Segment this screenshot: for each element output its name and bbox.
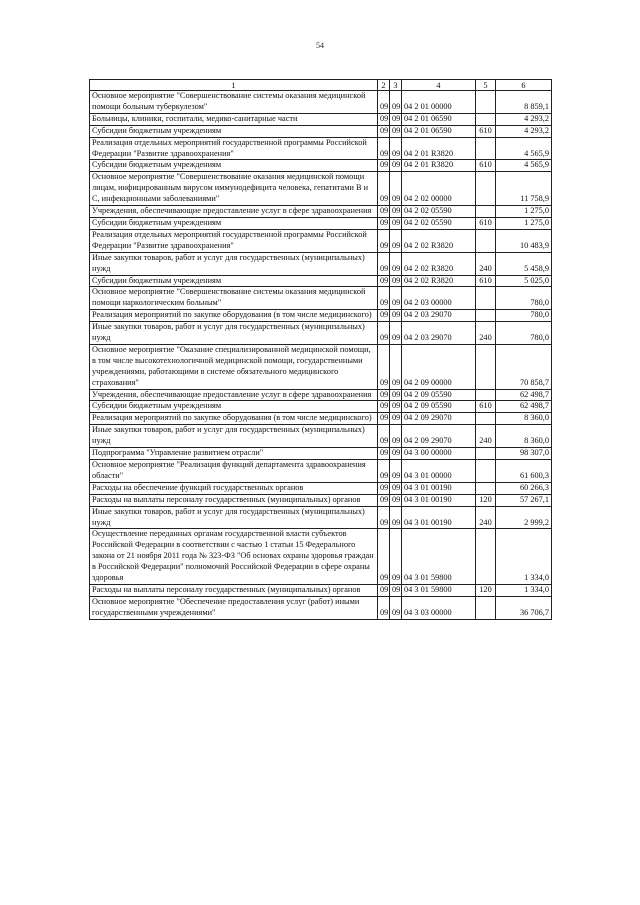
row-expense-type-cell — [476, 113, 496, 125]
row-subsection-cell: 09 — [390, 206, 402, 218]
row-name-cell: Иные закупки товаров, работ и услуг для государственных (муниципальных) нужд — [90, 252, 378, 275]
table-row — [90, 275, 552, 287]
row-name-cell: Основное мероприятие "Совершенствование системы оказания медицинской помощи больным туберкулезом" — [90, 91, 378, 114]
row-subsection-cell: 09 — [390, 91, 402, 114]
header-col-1: 1 — [90, 80, 378, 91]
row-subsection-cell: 09 — [390, 125, 402, 137]
row-expense-type-cell — [476, 413, 496, 425]
row-target-code-cell: 04 2 02 R3820 — [402, 252, 476, 275]
row-name-cell: Подпрограмма "Управление развитием отрасли" — [90, 448, 378, 460]
row-name-cell: Субсидии бюджетным учреждениям — [90, 275, 378, 287]
row-expense-type-cell — [476, 448, 496, 460]
row-section-cell: 09 — [378, 91, 390, 114]
row-name-cell: Реализация отдельных мероприятий государственной программы Российской Федерации "Развитие здравоохранения" — [90, 137, 378, 160]
row-expense-type-cell — [476, 172, 496, 206]
row-expense-type-cell — [476, 206, 496, 218]
row-section-cell: 09 — [378, 113, 390, 125]
table-row — [90, 322, 552, 345]
row-section-cell: 09 — [378, 596, 390, 619]
row-amount-cell: 2 999,2 — [496, 506, 552, 529]
table-row — [90, 425, 552, 448]
table-header-row — [90, 80, 552, 91]
row-expense-type-cell — [476, 460, 496, 483]
row-section-cell: 09 — [378, 401, 390, 413]
table-row — [90, 229, 552, 252]
table-row — [90, 529, 552, 585]
row-section-cell: 09 — [378, 494, 390, 506]
header-col-4: 4 — [402, 80, 476, 91]
row-amount-cell: 780,0 — [496, 287, 552, 310]
row-subsection-cell: 09 — [390, 160, 402, 172]
table-row — [90, 91, 552, 114]
row-expense-type-cell: 120 — [476, 584, 496, 596]
header-col-5: 5 — [476, 80, 496, 91]
table-row — [90, 448, 552, 460]
row-subsection-cell: 09 — [390, 217, 402, 229]
table-row — [90, 206, 552, 218]
row-target-code-cell: 04 2 09 29070 — [402, 425, 476, 448]
header-col-6: 6 — [496, 80, 552, 91]
table-row — [90, 310, 552, 322]
header-col-2: 2 — [378, 80, 390, 91]
row-expense-type-cell: 610 — [476, 160, 496, 172]
row-amount-cell: 4 565,9 — [496, 160, 552, 172]
row-name-cell: Иные закупки товаров, работ и услуг для государственных (муниципальных) нужд — [90, 425, 378, 448]
row-subsection-cell: 09 — [390, 137, 402, 160]
row-subsection-cell: 09 — [390, 389, 402, 401]
row-expense-type-cell: 610 — [476, 401, 496, 413]
header-col-3: 3 — [390, 80, 402, 91]
table-row — [90, 401, 552, 413]
row-target-code-cell: 04 2 02 05590 — [402, 217, 476, 229]
row-subsection-cell: 09 — [390, 113, 402, 125]
row-target-code-cell: 04 2 02 R3820 — [402, 229, 476, 252]
row-expense-type-cell — [476, 596, 496, 619]
table-row — [90, 482, 552, 494]
row-subsection-cell: 09 — [390, 252, 402, 275]
row-subsection-cell: 09 — [390, 448, 402, 460]
row-target-code-cell: 04 3 00 00000 — [402, 448, 476, 460]
row-amount-cell: 62 498,7 — [496, 389, 552, 401]
row-section-cell: 09 — [378, 229, 390, 252]
row-expense-type-cell: 610 — [476, 125, 496, 137]
row-subsection-cell: 09 — [390, 460, 402, 483]
row-expense-type-cell: 610 — [476, 275, 496, 287]
row-target-code-cell: 04 3 03 00000 — [402, 596, 476, 619]
row-section-cell: 09 — [378, 506, 390, 529]
row-target-code-cell: 04 3 01 59800 — [402, 529, 476, 585]
row-expense-type-cell — [476, 482, 496, 494]
row-amount-cell: 4 565,9 — [496, 137, 552, 160]
row-subsection-cell: 09 — [390, 344, 402, 389]
row-section-cell: 09 — [378, 389, 390, 401]
row-expense-type-cell — [476, 529, 496, 585]
row-subsection-cell: 09 — [390, 275, 402, 287]
row-target-code-cell: 04 2 01 06590 — [402, 125, 476, 137]
row-subsection-cell: 09 — [390, 310, 402, 322]
row-target-code-cell: 04 2 09 05590 — [402, 389, 476, 401]
row-name-cell: Учреждения, обеспечивающие предоставление услуг в сфере здравоохранения — [90, 206, 378, 218]
row-subsection-cell: 09 — [390, 584, 402, 596]
row-name-cell: Расходы на обеспечение функций государственных органов — [90, 482, 378, 494]
table-row — [90, 506, 552, 529]
row-name-cell: Расходы на выплаты персоналу государственных (муниципальных) органов — [90, 584, 378, 596]
row-subsection-cell: 09 — [390, 413, 402, 425]
table-row — [90, 344, 552, 389]
row-name-cell: Основное мероприятие "Совершенствование оказания медицинской помощи лицам, инфицированным вирусом иммунодефицита человека, гепатитами В и С, инфекционными заболеваниями" — [90, 172, 378, 206]
row-subsection-cell: 09 — [390, 322, 402, 345]
row-name-cell: Осуществление переданных органам государственной власти субъектов Российской Федерации в соответствии с частью 1 статьи 15 Федерального закона от 21 ноября 2011 года № 323-ФЗ "Об основах охраны здоровья граждан в Российской Федерации" полномочий Российской Федерации в сфере охраны здоровья — [90, 529, 378, 585]
row-name-cell: Реализация мероприятий по закупке оборудования (в том числе медицинского) — [90, 310, 378, 322]
table-row — [90, 494, 552, 506]
row-subsection-cell: 09 — [390, 494, 402, 506]
row-section-cell: 09 — [378, 137, 390, 160]
row-target-code-cell: 04 3 01 59800 — [402, 584, 476, 596]
table-row — [90, 252, 552, 275]
row-target-code-cell: 04 2 09 29070 — [402, 413, 476, 425]
row-target-code-cell: 04 2 01 00000 — [402, 91, 476, 114]
row-section-cell: 09 — [378, 460, 390, 483]
row-amount-cell: 11 758,9 — [496, 172, 552, 206]
row-subsection-cell: 09 — [390, 172, 402, 206]
row-target-code-cell: 04 3 01 00190 — [402, 506, 476, 529]
row-amount-cell: 98 307,0 — [496, 448, 552, 460]
row-subsection-cell: 09 — [390, 506, 402, 529]
table-row — [90, 172, 552, 206]
row-name-cell: Реализация отдельных мероприятий государственной программы Российской Федерации "Развитие здравоохранения" — [90, 229, 378, 252]
row-target-code-cell: 04 2 02 R3820 — [402, 275, 476, 287]
row-name-cell: Основное мероприятие "Оказание специализированной медицинской помощи, в том числе высокотехнологичной медицинской помощи, государственными учреждениями, работающими в системе обязательного медицинского страхования" — [90, 344, 378, 389]
row-target-code-cell: 04 2 09 00000 — [402, 344, 476, 389]
row-amount-cell: 8 360,0 — [496, 425, 552, 448]
table-row — [90, 125, 552, 137]
row-amount-cell: 1 334,0 — [496, 584, 552, 596]
row-section-cell: 09 — [378, 125, 390, 137]
row-expense-type-cell: 240 — [476, 252, 496, 275]
row-name-cell: Основное мероприятие "Совершенствование системы оказания медицинской помощи наркологическим больным" — [90, 287, 378, 310]
row-name-cell: Расходы на выплаты персоналу государственных (муниципальных) органов — [90, 494, 378, 506]
row-amount-cell: 5 458,9 — [496, 252, 552, 275]
row-amount-cell: 4 293,2 — [496, 125, 552, 137]
row-expense-type-cell: 120 — [476, 494, 496, 506]
row-name-cell: Основное мероприятие "Реализация функций департамента здравоохранения области" — [90, 460, 378, 483]
row-target-code-cell: 04 3 01 00000 — [402, 460, 476, 483]
row-expense-type-cell — [476, 287, 496, 310]
row-section-cell: 09 — [378, 482, 390, 494]
row-section-cell: 09 — [378, 172, 390, 206]
row-section-cell: 09 — [378, 529, 390, 585]
row-section-cell: 09 — [378, 584, 390, 596]
table-row — [90, 413, 552, 425]
table-row — [90, 389, 552, 401]
row-subsection-cell: 09 — [390, 529, 402, 585]
row-expense-type-cell — [476, 229, 496, 252]
row-target-code-cell: 04 2 01 R3820 — [402, 160, 476, 172]
row-name-cell: Реализация мероприятий по закупке оборудования (в том числе медицинского) — [90, 413, 378, 425]
row-target-code-cell: 04 2 02 05590 — [402, 206, 476, 218]
row-subsection-cell: 09 — [390, 401, 402, 413]
row-name-cell: Субсидии бюджетным учреждениям — [90, 217, 378, 229]
row-subsection-cell: 09 — [390, 229, 402, 252]
row-expense-type-cell — [476, 137, 496, 160]
row-amount-cell: 5 025,0 — [496, 275, 552, 287]
table-row — [90, 113, 552, 125]
row-expense-type-cell: 240 — [476, 322, 496, 345]
row-amount-cell: 10 483,9 — [496, 229, 552, 252]
row-amount-cell: 8 360,0 — [496, 413, 552, 425]
row-amount-cell: 1 275,0 — [496, 206, 552, 218]
row-amount-cell: 780,0 — [496, 322, 552, 345]
table-row — [90, 584, 552, 596]
page-number: 54 — [316, 41, 324, 50]
row-name-cell: Основное мероприятие "Обеспечение предоставления услуг (работ) иными государственными учреждениями" — [90, 596, 378, 619]
row-section-cell: 09 — [378, 287, 390, 310]
row-target-code-cell: 04 3 01 00190 — [402, 482, 476, 494]
row-section-cell: 09 — [378, 322, 390, 345]
row-target-code-cell: 04 2 01 06590 — [402, 113, 476, 125]
row-name-cell: Субсидии бюджетным учреждениям — [90, 401, 378, 413]
row-section-cell: 09 — [378, 252, 390, 275]
row-amount-cell: 4 293,2 — [496, 113, 552, 125]
table-row — [90, 137, 552, 160]
row-expense-type-cell: 610 — [476, 217, 496, 229]
row-amount-cell: 61 600,3 — [496, 460, 552, 483]
row-section-cell: 09 — [378, 448, 390, 460]
row-amount-cell: 8 859,1 — [496, 91, 552, 114]
budget-table — [89, 79, 552, 620]
row-amount-cell: 57 267,1 — [496, 494, 552, 506]
row-section-cell: 09 — [378, 413, 390, 425]
table-row — [90, 596, 552, 619]
row-expense-type-cell — [476, 91, 496, 114]
table-row — [90, 460, 552, 483]
row-target-code-cell: 04 2 03 29070 — [402, 322, 476, 345]
row-name-cell: Учреждения, обеспечивающие предоставление услуг в сфере здравоохранения — [90, 389, 378, 401]
row-section-cell: 09 — [378, 217, 390, 229]
row-section-cell: 09 — [378, 310, 390, 322]
row-amount-cell: 1 275,0 — [496, 217, 552, 229]
row-section-cell: 09 — [378, 160, 390, 172]
row-target-code-cell: 04 2 03 29070 — [402, 310, 476, 322]
row-amount-cell: 780,0 — [496, 310, 552, 322]
row-expense-type-cell: 240 — [476, 425, 496, 448]
row-section-cell: 09 — [378, 275, 390, 287]
row-target-code-cell: 04 2 03 00000 — [402, 287, 476, 310]
row-amount-cell: 36 706,7 — [496, 596, 552, 619]
row-amount-cell: 62 498,7 — [496, 401, 552, 413]
row-expense-type-cell — [476, 389, 496, 401]
row-section-cell: 09 — [378, 425, 390, 448]
row-subsection-cell: 09 — [390, 425, 402, 448]
table-row — [90, 287, 552, 310]
row-expense-type-cell: 240 — [476, 506, 496, 529]
table-row — [90, 217, 552, 229]
row-subsection-cell: 09 — [390, 596, 402, 619]
row-subsection-cell: 09 — [390, 482, 402, 494]
row-target-code-cell: 04 2 02 00000 — [402, 172, 476, 206]
table-body — [90, 91, 552, 620]
row-name-cell: Иные закупки товаров, работ и услуг для государственных (муниципальных) нужд — [90, 322, 378, 345]
table-row — [90, 160, 552, 172]
row-section-cell: 09 — [378, 206, 390, 218]
row-target-code-cell: 04 3 01 00190 — [402, 494, 476, 506]
row-subsection-cell: 09 — [390, 287, 402, 310]
row-amount-cell: 70 858,7 — [496, 344, 552, 389]
row-expense-type-cell — [476, 344, 496, 389]
row-amount-cell: 60 266,3 — [496, 482, 552, 494]
row-name-cell: Иные закупки товаров, работ и услуг для государственных (муниципальных) нужд — [90, 506, 378, 529]
row-name-cell: Субсидии бюджетным учреждениям — [90, 125, 378, 137]
row-section-cell: 09 — [378, 344, 390, 389]
row-target-code-cell: 04 2 09 05590 — [402, 401, 476, 413]
row-amount-cell: 1 334,0 — [496, 529, 552, 585]
row-name-cell: Больницы, клиники, госпитали, медико-санитарные части — [90, 113, 378, 125]
row-name-cell: Субсидии бюджетным учреждениям — [90, 160, 378, 172]
row-expense-type-cell — [476, 310, 496, 322]
row-target-code-cell: 04 2 01 R3820 — [402, 137, 476, 160]
